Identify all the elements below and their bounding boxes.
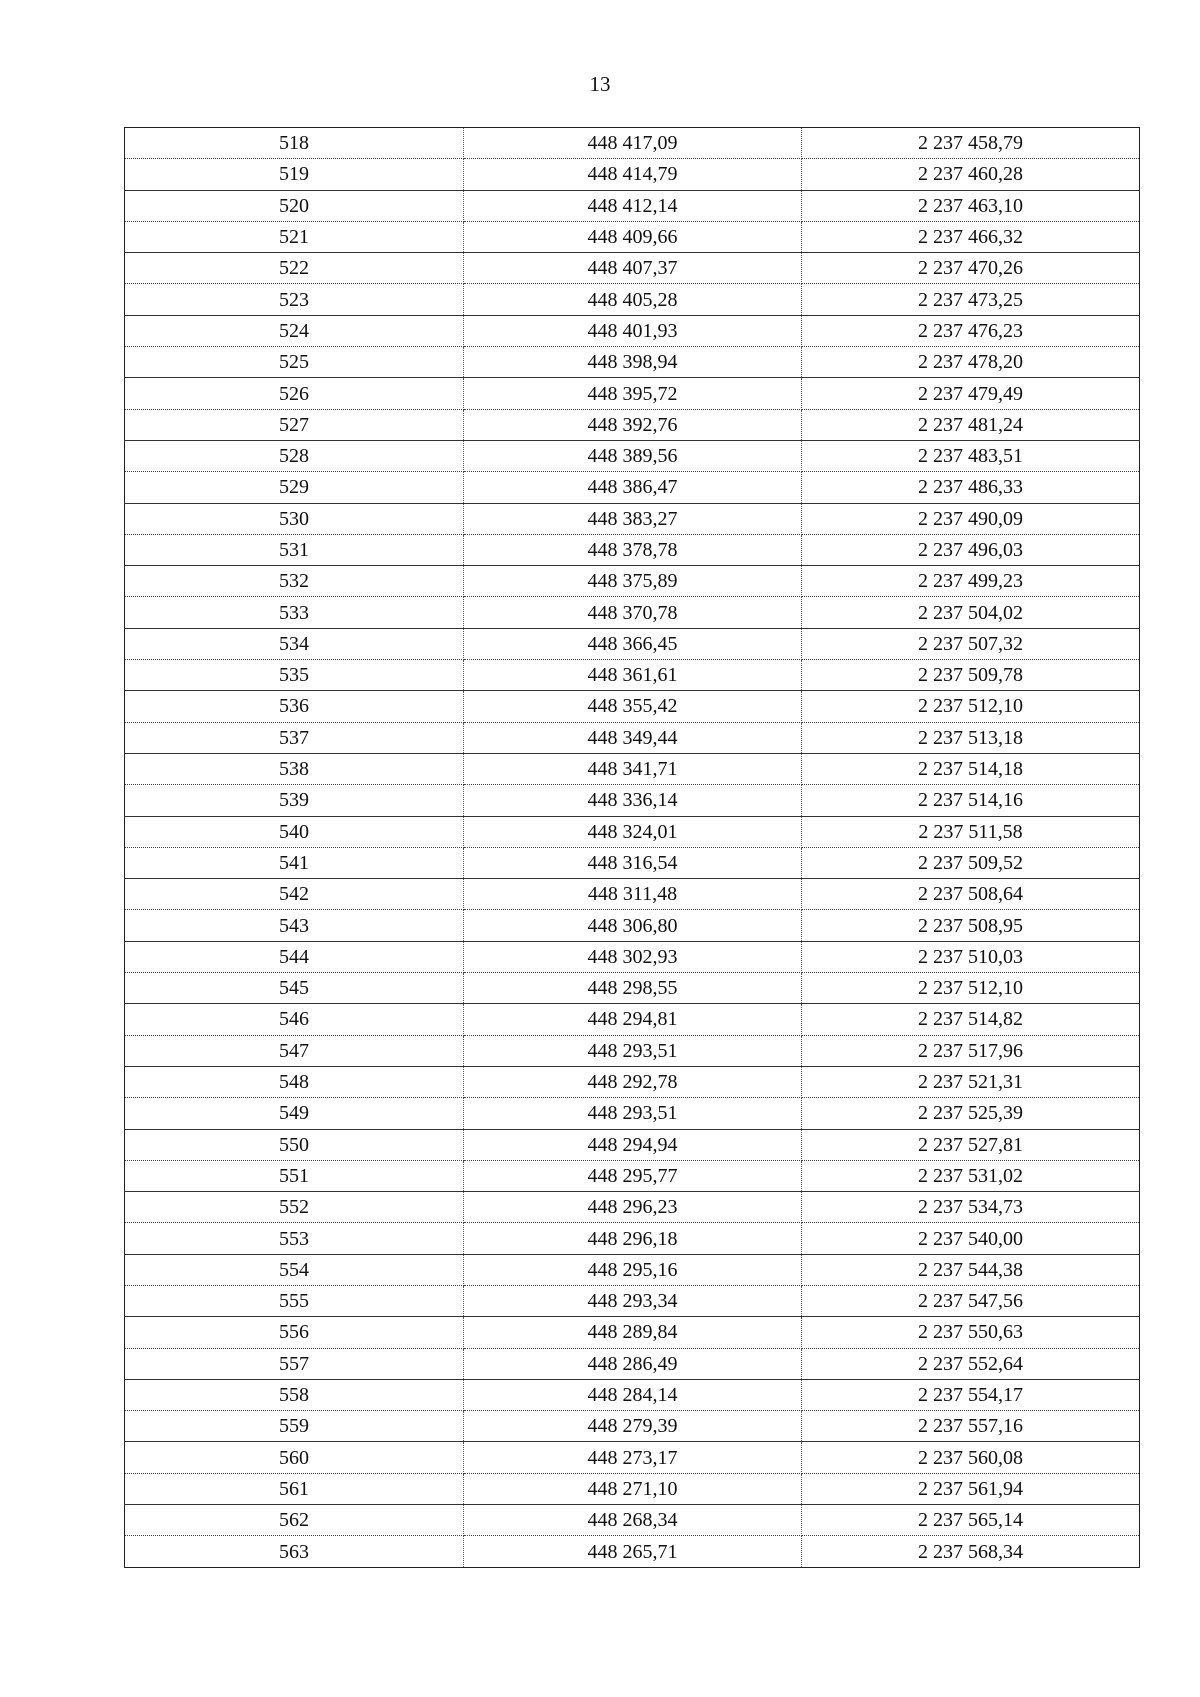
x-coordinate-cell: 448 405,28 <box>464 284 802 315</box>
x-coordinate-cell: 448 412,14 <box>464 190 802 221</box>
point-number-cell: 548 <box>125 1066 464 1097</box>
point-number-cell: 551 <box>125 1160 464 1191</box>
point-number-cell: 524 <box>125 315 464 346</box>
x-coordinate-cell: 448 336,14 <box>464 785 802 816</box>
table-row <box>125 1348 1140 1379</box>
x-coordinate-cell: 448 370,78 <box>464 597 802 628</box>
y-coordinate-cell: 2 237 531,02 <box>802 1160 1140 1191</box>
table-row <box>125 1505 1140 1536</box>
coordinates-table <box>124 127 1140 1568</box>
point-number-cell: 556 <box>125 1317 464 1348</box>
table-row <box>125 190 1140 221</box>
y-coordinate-cell: 2 237 508,64 <box>802 879 1140 910</box>
table-row <box>125 1129 1140 1160</box>
table-row <box>125 409 1140 440</box>
table-row <box>125 159 1140 190</box>
x-coordinate-cell: 448 386,47 <box>464 472 802 503</box>
x-coordinate-cell: 448 302,93 <box>464 941 802 972</box>
x-coordinate-cell: 448 395,72 <box>464 378 802 409</box>
y-coordinate-cell: 2 237 478,20 <box>802 347 1140 378</box>
point-number-cell: 546 <box>125 1004 464 1035</box>
table-row <box>125 785 1140 816</box>
x-coordinate-cell: 448 296,23 <box>464 1192 802 1223</box>
point-number-cell: 534 <box>125 628 464 659</box>
point-number-cell: 541 <box>125 847 464 878</box>
x-coordinate-cell: 448 392,76 <box>464 409 802 440</box>
y-coordinate-cell: 2 237 527,81 <box>802 1129 1140 1160</box>
y-coordinate-cell: 2 237 514,16 <box>802 785 1140 816</box>
x-coordinate-cell: 448 324,01 <box>464 816 802 847</box>
y-coordinate-cell: 2 237 508,95 <box>802 910 1140 941</box>
y-coordinate-cell: 2 237 513,18 <box>802 722 1140 753</box>
x-coordinate-cell: 448 407,37 <box>464 253 802 284</box>
table-row <box>125 847 1140 878</box>
x-coordinate-cell: 448 293,51 <box>464 1035 802 1066</box>
table-row <box>125 253 1140 284</box>
table-row <box>125 284 1140 315</box>
point-number-cell: 529 <box>125 472 464 503</box>
table-row <box>125 1223 1140 1254</box>
x-coordinate-cell: 448 409,66 <box>464 221 802 252</box>
point-number-cell: 536 <box>125 691 464 722</box>
y-coordinate-cell: 2 237 481,24 <box>802 409 1140 440</box>
x-coordinate-cell: 448 316,54 <box>464 847 802 878</box>
table-row <box>125 1192 1140 1223</box>
y-coordinate-cell: 2 237 504,02 <box>802 597 1140 628</box>
x-coordinate-cell: 448 294,81 <box>464 1004 802 1035</box>
y-coordinate-cell: 2 237 557,16 <box>802 1411 1140 1442</box>
table-row <box>125 503 1140 534</box>
y-coordinate-cell: 2 237 550,63 <box>802 1317 1140 1348</box>
point-number-cell: 559 <box>125 1411 464 1442</box>
x-coordinate-cell: 448 349,44 <box>464 722 802 753</box>
x-coordinate-cell: 448 296,18 <box>464 1223 802 1254</box>
table-row <box>125 1411 1140 1442</box>
y-coordinate-cell: 2 237 561,94 <box>802 1473 1140 1504</box>
y-coordinate-cell: 2 237 463,10 <box>802 190 1140 221</box>
x-coordinate-cell: 448 355,42 <box>464 691 802 722</box>
table-row <box>125 1004 1140 1035</box>
table-row <box>125 597 1140 628</box>
x-coordinate-cell: 448 298,55 <box>464 973 802 1004</box>
point-number-cell: 554 <box>125 1254 464 1285</box>
point-number-cell: 525 <box>125 347 464 378</box>
x-coordinate-cell: 448 295,77 <box>464 1160 802 1191</box>
y-coordinate-cell: 2 237 473,25 <box>802 284 1140 315</box>
y-coordinate-cell: 2 237 568,34 <box>802 1536 1140 1567</box>
y-coordinate-cell: 2 237 552,64 <box>802 1348 1140 1379</box>
y-coordinate-cell: 2 237 470,26 <box>802 253 1140 284</box>
point-number-cell: 522 <box>125 253 464 284</box>
x-coordinate-cell: 448 389,56 <box>464 440 802 471</box>
point-number-cell: 550 <box>125 1129 464 1160</box>
x-coordinate-cell: 448 271,10 <box>464 1473 802 1504</box>
x-coordinate-cell: 448 284,14 <box>464 1379 802 1410</box>
table-row <box>125 1317 1140 1348</box>
point-number-cell: 547 <box>125 1035 464 1066</box>
point-number-cell: 538 <box>125 753 464 784</box>
point-number-cell: 520 <box>125 190 464 221</box>
y-coordinate-cell: 2 237 460,28 <box>802 159 1140 190</box>
y-coordinate-cell: 2 237 510,03 <box>802 941 1140 972</box>
x-coordinate-cell: 448 268,34 <box>464 1505 802 1536</box>
point-number-cell: 518 <box>125 128 464 159</box>
table-row <box>125 753 1140 784</box>
y-coordinate-cell: 2 237 525,39 <box>802 1098 1140 1129</box>
y-coordinate-cell: 2 237 476,23 <box>802 315 1140 346</box>
table-row <box>125 221 1140 252</box>
y-coordinate-cell: 2 237 547,56 <box>802 1285 1140 1316</box>
point-number-cell: 539 <box>125 785 464 816</box>
x-coordinate-cell: 448 361,61 <box>464 660 802 691</box>
y-coordinate-cell: 2 237 565,14 <box>802 1505 1140 1536</box>
y-coordinate-cell: 2 237 490,09 <box>802 503 1140 534</box>
point-number-cell: 563 <box>125 1536 464 1567</box>
point-number-cell: 533 <box>125 597 464 628</box>
table-row <box>125 378 1140 409</box>
point-number-cell: 523 <box>125 284 464 315</box>
y-coordinate-cell: 2 237 507,32 <box>802 628 1140 659</box>
x-coordinate-cell: 448 289,84 <box>464 1317 802 1348</box>
point-number-cell: 549 <box>125 1098 464 1129</box>
point-number-cell: 555 <box>125 1285 464 1316</box>
table-row <box>125 440 1140 471</box>
y-coordinate-cell: 2 237 458,79 <box>802 128 1140 159</box>
x-coordinate-cell: 448 295,16 <box>464 1254 802 1285</box>
table-row <box>125 1285 1140 1316</box>
coordinates-table-body <box>125 128 1140 1568</box>
point-number-cell: 544 <box>125 941 464 972</box>
y-coordinate-cell: 2 237 486,33 <box>802 472 1140 503</box>
page-number: 13 <box>589 72 611 96</box>
point-number-cell: 561 <box>125 1473 464 1504</box>
x-coordinate-cell: 448 383,27 <box>464 503 802 534</box>
table-row <box>125 1379 1140 1410</box>
point-number-cell: 521 <box>125 221 464 252</box>
x-coordinate-cell: 448 414,79 <box>464 159 802 190</box>
table-row <box>125 534 1140 565</box>
y-coordinate-cell: 2 237 514,18 <box>802 753 1140 784</box>
table-row <box>125 315 1140 346</box>
point-number-cell: 560 <box>125 1442 464 1473</box>
table-row <box>125 973 1140 1004</box>
point-number-cell: 552 <box>125 1192 464 1223</box>
y-coordinate-cell: 2 237 540,00 <box>802 1223 1140 1254</box>
table-row <box>125 628 1140 659</box>
x-coordinate-cell: 448 311,48 <box>464 879 802 910</box>
point-number-cell: 558 <box>125 1379 464 1410</box>
x-coordinate-cell: 448 292,78 <box>464 1066 802 1097</box>
y-coordinate-cell: 2 237 514,82 <box>802 1004 1140 1035</box>
table-row <box>125 1473 1140 1504</box>
point-number-cell: 540 <box>125 816 464 847</box>
point-number-cell: 519 <box>125 159 464 190</box>
point-number-cell: 553 <box>125 1223 464 1254</box>
point-number-cell: 562 <box>125 1505 464 1536</box>
table-row <box>125 910 1140 941</box>
y-coordinate-cell: 2 237 483,51 <box>802 440 1140 471</box>
y-coordinate-cell: 2 237 466,32 <box>802 221 1140 252</box>
y-coordinate-cell: 2 237 512,10 <box>802 691 1140 722</box>
point-number-cell: 528 <box>125 440 464 471</box>
y-coordinate-cell: 2 237 511,58 <box>802 816 1140 847</box>
table-row <box>125 472 1140 503</box>
table-row <box>125 660 1140 691</box>
y-coordinate-cell: 2 237 554,17 <box>802 1379 1140 1410</box>
x-coordinate-cell: 448 279,39 <box>464 1411 802 1442</box>
point-number-cell: 535 <box>125 660 464 691</box>
x-coordinate-cell: 448 286,49 <box>464 1348 802 1379</box>
x-coordinate-cell: 448 401,93 <box>464 315 802 346</box>
y-coordinate-cell: 2 237 512,10 <box>802 973 1140 1004</box>
x-coordinate-cell: 448 273,17 <box>464 1442 802 1473</box>
table-row <box>125 1098 1140 1129</box>
y-coordinate-cell: 2 237 509,52 <box>802 847 1140 878</box>
table-row <box>125 128 1140 159</box>
x-coordinate-cell: 448 306,80 <box>464 910 802 941</box>
table-row <box>125 347 1140 378</box>
table-row <box>125 691 1140 722</box>
point-number-cell: 531 <box>125 534 464 565</box>
table-row <box>125 879 1140 910</box>
y-coordinate-cell: 2 237 544,38 <box>802 1254 1140 1285</box>
y-coordinate-cell: 2 237 509,78 <box>802 660 1140 691</box>
point-number-cell: 545 <box>125 973 464 1004</box>
point-number-cell: 526 <box>125 378 464 409</box>
y-coordinate-cell: 2 237 560,08 <box>802 1442 1140 1473</box>
table-row <box>125 722 1140 753</box>
point-number-cell: 542 <box>125 879 464 910</box>
table-row <box>125 1254 1140 1285</box>
x-coordinate-cell: 448 294,94 <box>464 1129 802 1160</box>
x-coordinate-cell: 448 366,45 <box>464 628 802 659</box>
point-number-cell: 557 <box>125 1348 464 1379</box>
table-row <box>125 1442 1140 1473</box>
table-row <box>125 816 1140 847</box>
y-coordinate-cell: 2 237 517,96 <box>802 1035 1140 1066</box>
table-row <box>125 941 1140 972</box>
x-coordinate-cell: 448 293,34 <box>464 1285 802 1316</box>
x-coordinate-cell: 448 341,71 <box>464 753 802 784</box>
x-coordinate-cell: 448 417,09 <box>464 128 802 159</box>
y-coordinate-cell: 2 237 496,03 <box>802 534 1140 565</box>
table-row <box>125 1066 1140 1097</box>
y-coordinate-cell: 2 237 499,23 <box>802 566 1140 597</box>
x-coordinate-cell: 448 293,51 <box>464 1098 802 1129</box>
point-number-cell: 537 <box>125 722 464 753</box>
point-number-cell: 532 <box>125 566 464 597</box>
x-coordinate-cell: 448 265,71 <box>464 1536 802 1567</box>
y-coordinate-cell: 2 237 521,31 <box>802 1066 1140 1097</box>
table-row <box>125 1160 1140 1191</box>
x-coordinate-cell: 448 398,94 <box>464 347 802 378</box>
point-number-cell: 543 <box>125 910 464 941</box>
table-row <box>125 566 1140 597</box>
point-number-cell: 527 <box>125 409 464 440</box>
x-coordinate-cell: 448 378,78 <box>464 534 802 565</box>
table-row <box>125 1035 1140 1066</box>
y-coordinate-cell: 2 237 534,73 <box>802 1192 1140 1223</box>
point-number-cell: 530 <box>125 503 464 534</box>
y-coordinate-cell: 2 237 479,49 <box>802 378 1140 409</box>
x-coordinate-cell: 448 375,89 <box>464 566 802 597</box>
table-row <box>125 1536 1140 1567</box>
